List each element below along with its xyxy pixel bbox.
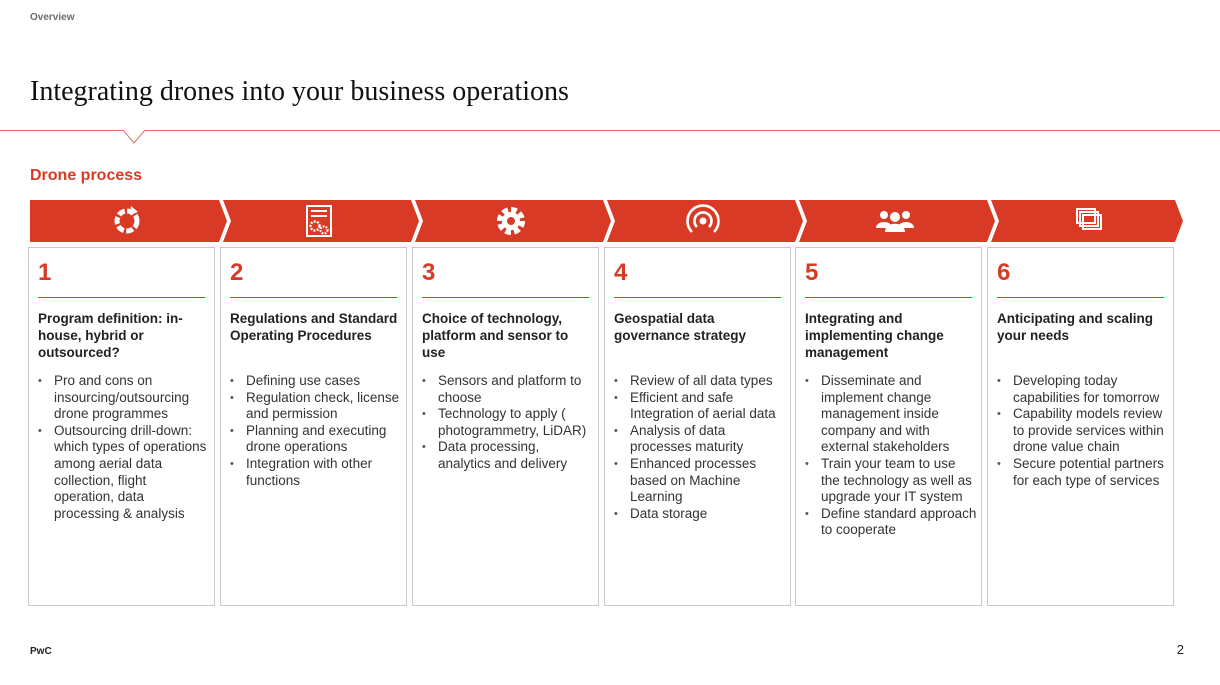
bullet-item: • Regulation check, license and permission	[230, 390, 402, 423]
title-rule-notch	[123, 130, 145, 144]
bullet-item: • Planning and executing drone operations	[230, 423, 402, 456]
step-bullets	[422, 373, 594, 473]
bullet-item: • Review of all data types	[614, 373, 786, 390]
bullet-item: • Secure potential partners for each type of services	[997, 456, 1169, 489]
bullet-item: • Define standard approach to cooperate	[805, 506, 977, 539]
step-bullets	[38, 373, 210, 522]
bullet-item: • Integration with other functions	[230, 456, 402, 489]
page-number: 2	[1176, 642, 1184, 657]
step-bullets	[997, 373, 1169, 489]
title-rule	[0, 130, 1220, 131]
bullet-item: • Outsourcing drill-down: which types of operations among aerial data collection, flight operation, data processing & analysis	[38, 423, 210, 523]
step-divider	[38, 297, 205, 298]
step-card-6	[987, 247, 1174, 606]
step-heading: Program definition: in-house, hybrid or outsourced?	[38, 311, 183, 360]
bullet-item: • Capability models review to provide services within drone value chain	[997, 406, 1169, 456]
eyebrow-label: Overview	[30, 12, 75, 23]
process-steps	[28, 247, 1178, 608]
chevron-step-1	[30, 200, 227, 242]
step-number: 6	[997, 259, 1011, 286]
step-divider	[614, 297, 781, 298]
bullet-item: • Technology to apply ( photogrammetry, LiDAR)	[422, 406, 594, 439]
step-heading: Choice of technology, platform and sensor to use	[422, 311, 569, 360]
step-number: 1	[38, 259, 52, 286]
bullet-item: • Data processing, analytics and delivery	[422, 439, 594, 472]
step-card-4	[604, 247, 791, 606]
step-bullets	[805, 373, 977, 539]
bullet-item: • Disseminate and implement change management inside company and with external stakeholders	[805, 373, 977, 456]
bullet-item: • Pro and cons on insourcing/outsourcing drone programmes	[38, 373, 210, 423]
bullet-item: • Defining use cases	[230, 373, 402, 390]
chevron-step-6	[991, 200, 1183, 242]
step-divider	[422, 297, 589, 298]
step-heading: Integrating and implementing change management	[805, 311, 944, 360]
bullet-item: • Sensors and platform to choose	[422, 373, 594, 406]
step-card-5	[795, 247, 982, 606]
step-card-3	[412, 247, 599, 606]
bullet-item: • Data storage	[614, 506, 786, 523]
step-number: 3	[422, 259, 436, 286]
step-number: 5	[805, 259, 819, 286]
step-divider	[997, 297, 1164, 298]
step-divider	[805, 297, 972, 298]
step-number: 4	[614, 259, 628, 286]
step-bullets	[230, 373, 402, 489]
bullet-item: • Enhanced processes based on Machine Learning	[614, 456, 786, 506]
page-title: Integrating drones into your business operations	[30, 76, 569, 107]
step-heading: Regulations and Standard Operating Procedures	[230, 311, 398, 343]
step-heading: Geospatial data governance strategy	[614, 311, 747, 343]
step-bullets	[614, 373, 786, 522]
section-title: Drone process	[30, 167, 143, 184]
step-number: 2	[230, 259, 244, 286]
step-card-2	[220, 247, 407, 606]
step-divider	[230, 297, 397, 298]
process-chevron-bar	[30, 200, 1185, 242]
bullet-item: • Efficient and safe Integration of aerial data	[614, 390, 786, 423]
footer-brand: PwC	[30, 646, 52, 657]
bullet-item: • Developing today capabilities for tomorrow	[997, 373, 1169, 406]
step-heading: Anticipating and scaling your needs	[997, 311, 1154, 343]
step-card-1	[28, 247, 215, 606]
bullet-item: • Train your team to use the technology as well as upgrade your IT system	[805, 456, 977, 506]
bullet-item: • Analysis of data processes maturity	[614, 423, 786, 456]
